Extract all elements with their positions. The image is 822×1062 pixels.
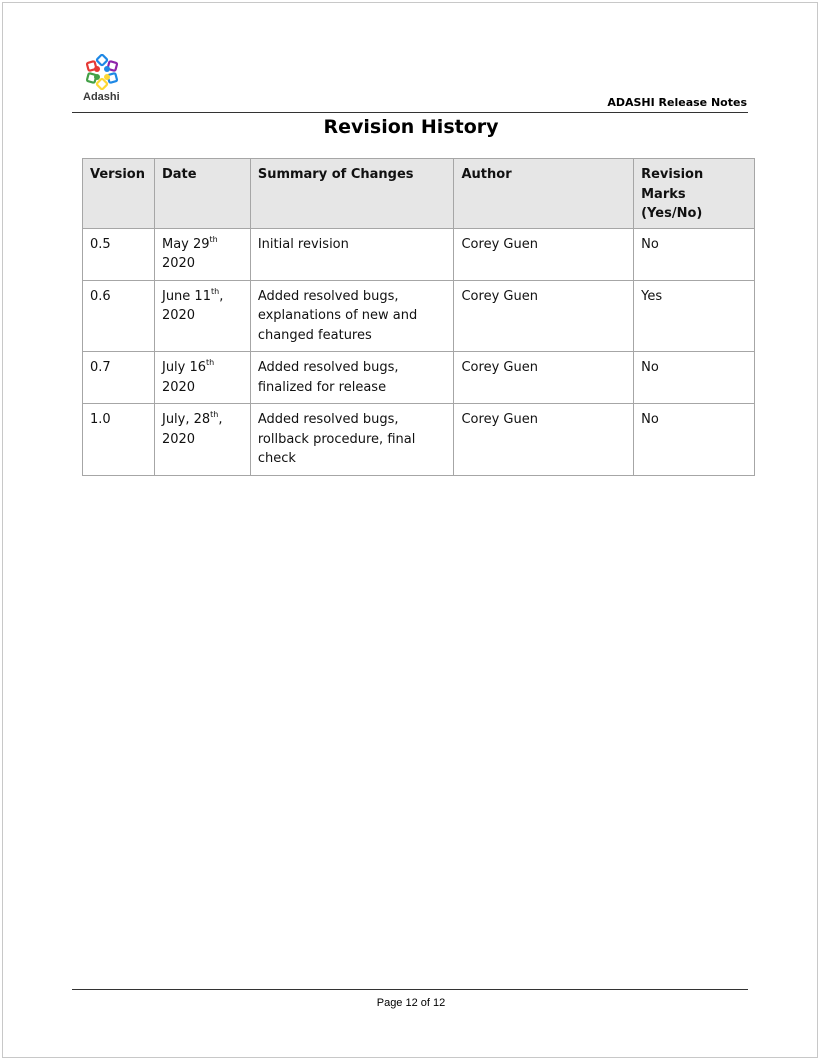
column-header-author: Author xyxy=(454,159,634,229)
author-cell: Corey Guen xyxy=(454,352,634,404)
date-year: 2020 xyxy=(161,256,196,271)
revision-marks-cell: No xyxy=(634,228,755,280)
revision-marks-cell: No xyxy=(634,404,755,476)
version-cell: 0.6 xyxy=(83,280,155,352)
date-ordinal-suffix: th xyxy=(210,286,220,296)
running-header-title: ADASHI Release Notes xyxy=(607,96,747,109)
revision-marks-cell: Yes xyxy=(634,280,755,352)
column-header-version: Version xyxy=(83,159,155,229)
date-ordinal-suffix: th xyxy=(206,358,215,367)
version-cell: 0.5 xyxy=(83,228,155,280)
revision-marks-cell: No xyxy=(634,352,755,404)
header-divider xyxy=(72,112,748,113)
date-year: , 2020 xyxy=(161,412,223,447)
date-cell xyxy=(154,280,250,352)
date-ordinal-suffix: th xyxy=(209,234,218,244)
date-year: 2020 xyxy=(161,379,196,395)
date-cell xyxy=(154,352,250,404)
date-cell xyxy=(154,404,250,476)
revision-history-table xyxy=(82,158,755,476)
version-cell: 0.7 xyxy=(83,352,155,404)
table-row xyxy=(83,228,755,280)
author-cell: Corey Guen xyxy=(454,404,634,476)
date-year: , 2020 xyxy=(161,288,224,323)
column-header-summary: Summary of Changes xyxy=(250,159,454,229)
summary-cell: Added resolved bugs, explanations of new and changed features xyxy=(250,280,454,352)
summary-cell: Added resolved bugs, rollback procedure, final check xyxy=(250,404,454,476)
author-cell: Corey Guen xyxy=(454,228,634,280)
table-row xyxy=(83,352,755,404)
page-title: Revision History xyxy=(323,116,499,138)
table-row xyxy=(83,280,755,352)
summary-cell: Added resolved bugs, finalized for release xyxy=(250,352,454,404)
table-row xyxy=(83,404,755,476)
column-header-date: Date xyxy=(154,159,250,229)
logo-wordmark: Adashi xyxy=(83,91,120,103)
table-header-row xyxy=(83,159,755,229)
date-main: June 11 xyxy=(161,288,211,304)
footer-divider xyxy=(72,989,748,990)
date-cell xyxy=(154,228,250,280)
date-ordinal-suffix: th xyxy=(210,410,219,419)
summary-cell: Initial revision xyxy=(250,228,454,280)
logo-mark-icon xyxy=(82,54,122,90)
version-cell: 1.0 xyxy=(83,404,155,476)
column-header-revision-marks: Revision Marks (Yes/No) xyxy=(634,159,755,229)
date-main: July, 28 xyxy=(161,412,211,427)
page-number: Page 12 of 12 xyxy=(376,997,446,1009)
date-main: May 29 xyxy=(161,236,210,252)
date-main: July 16 xyxy=(161,360,207,375)
author-cell: Corey Guen xyxy=(454,280,634,352)
